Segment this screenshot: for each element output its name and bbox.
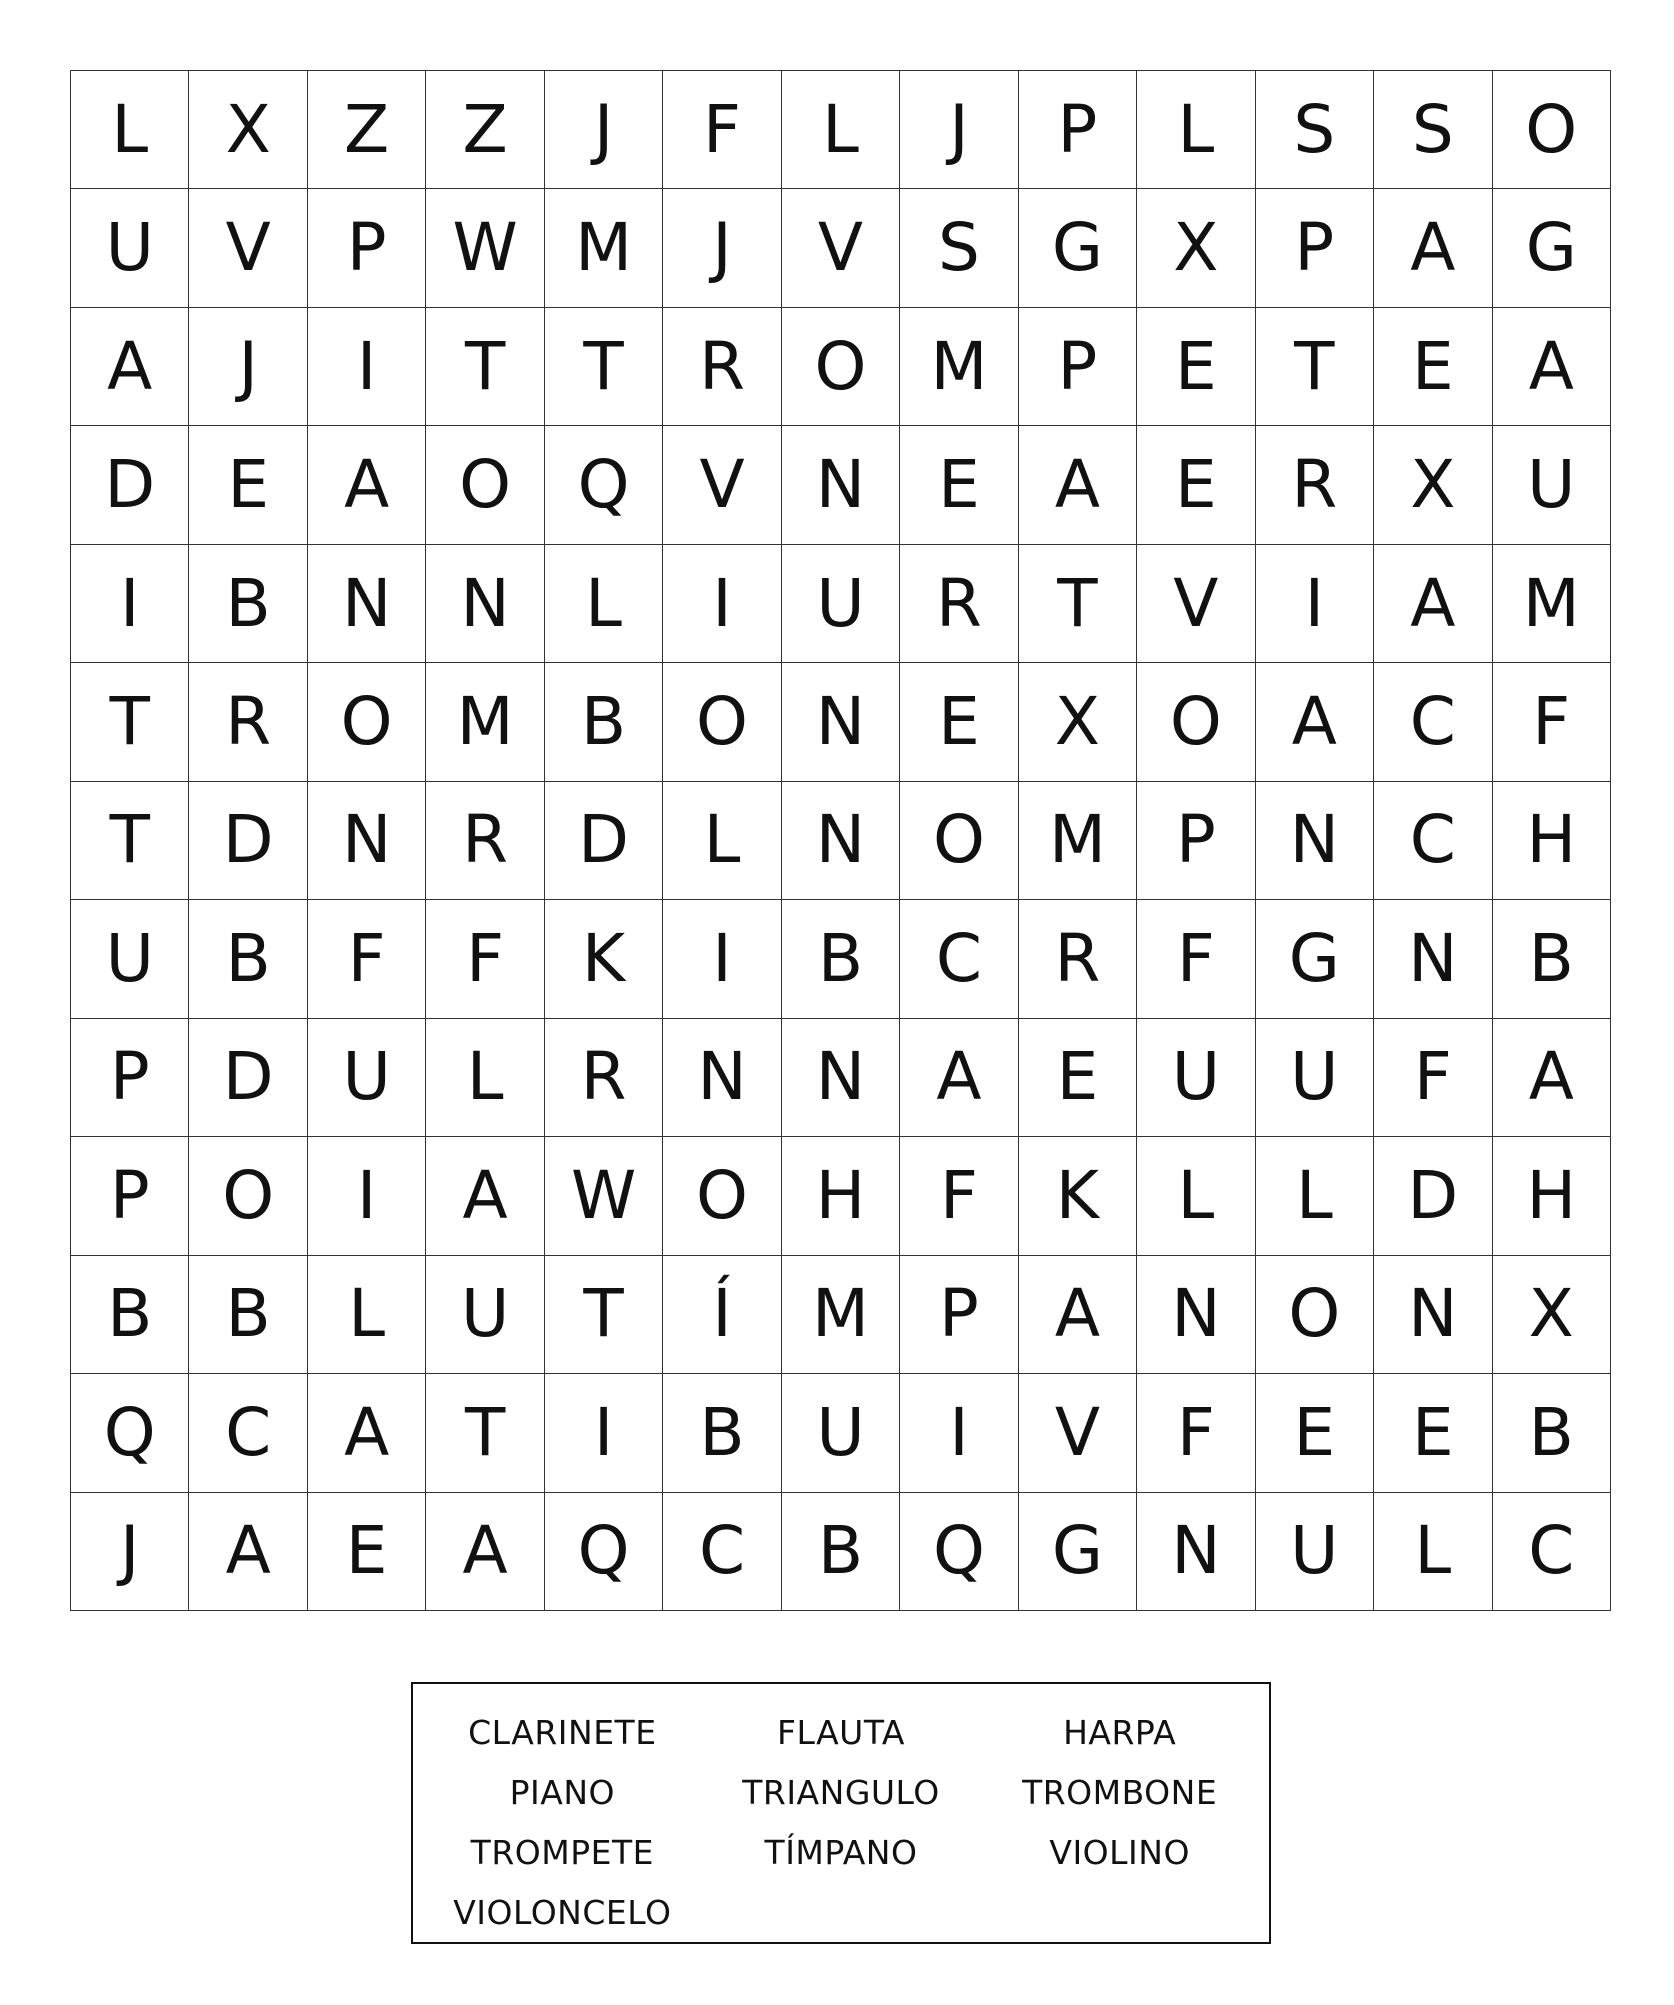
- grid-cell[interactable]: R: [545, 1019, 663, 1137]
- grid-cell[interactable]: L: [71, 71, 189, 189]
- grid-cell[interactable]: I: [663, 900, 781, 1018]
- grid-cell[interactable]: K: [1019, 1137, 1137, 1255]
- grid-cell[interactable]: T: [1019, 545, 1137, 663]
- word-list-item: TROMPETE: [470, 1832, 654, 1872]
- word-list-item: TROMBONE: [1022, 1772, 1218, 1812]
- grid-cell[interactable]: N: [782, 426, 900, 544]
- grid-cell[interactable]: Q: [900, 1493, 1018, 1611]
- grid-cell[interactable]: C: [189, 1374, 307, 1492]
- grid-cell[interactable]: F: [426, 900, 544, 1018]
- grid-cell[interactable]: A: [426, 1493, 544, 1611]
- grid-cell[interactable]: C: [1374, 663, 1492, 781]
- word-list-item: HARPA: [1063, 1712, 1177, 1752]
- grid-cell[interactable]: N: [308, 545, 426, 663]
- grid-cell[interactable]: O: [663, 1137, 781, 1255]
- grid-cell[interactable]: W: [426, 189, 544, 307]
- grid-cell[interactable]: F: [1137, 900, 1255, 1018]
- grid-cell[interactable]: A: [900, 1019, 1018, 1137]
- grid-cell[interactable]: M: [426, 663, 544, 781]
- grid-cell[interactable]: N: [1137, 1256, 1255, 1374]
- grid-cell[interactable]: G: [1019, 1493, 1137, 1611]
- grid-cell[interactable]: N: [782, 1019, 900, 1137]
- grid-cell[interactable]: U: [1137, 1019, 1255, 1137]
- grid-cell[interactable]: B: [663, 1374, 781, 1492]
- grid-cell[interactable]: Q: [545, 1493, 663, 1611]
- grid-cell[interactable]: N: [1137, 1493, 1255, 1611]
- grid-cell[interactable]: R: [426, 782, 544, 900]
- grid-cell[interactable]: A: [1493, 1019, 1611, 1137]
- grid-cell[interactable]: J: [545, 71, 663, 189]
- word-list-item: FLAUTA: [776, 1712, 905, 1752]
- grid-cell[interactable]: L: [308, 1256, 426, 1374]
- grid-cell[interactable]: B: [189, 545, 307, 663]
- grid-cell[interactable]: E: [1137, 308, 1255, 426]
- grid-cell[interactable]: M: [1019, 782, 1137, 900]
- grid-cell[interactable]: Q: [71, 1374, 189, 1492]
- grid-cell[interactable]: G: [1256, 900, 1374, 1018]
- grid-cell[interactable]: B: [189, 1256, 307, 1374]
- grid-cell[interactable]: H: [1493, 782, 1611, 900]
- grid-cell[interactable]: M: [782, 1256, 900, 1374]
- grid-cell[interactable]: X: [1374, 426, 1492, 544]
- grid-cell[interactable]: G: [1019, 189, 1137, 307]
- grid-cell[interactable]: P: [900, 1256, 1018, 1374]
- grid-cell[interactable]: B: [1493, 900, 1611, 1018]
- grid-cell[interactable]: C: [663, 1493, 781, 1611]
- grid-cell[interactable]: O: [1137, 663, 1255, 781]
- grid-cell[interactable]: V: [782, 189, 900, 307]
- grid-cell[interactable]: B: [782, 1493, 900, 1611]
- grid-cell[interactable]: O: [1256, 1256, 1374, 1374]
- grid-cell[interactable]: B: [545, 663, 663, 781]
- grid-cell[interactable]: M: [545, 189, 663, 307]
- grid-cell[interactable]: I: [900, 1374, 1018, 1492]
- grid-cell[interactable]: N: [782, 663, 900, 781]
- grid-cell[interactable]: D: [545, 782, 663, 900]
- word-list-item: TRIANGULO: [742, 1772, 940, 1812]
- grid-cell[interactable]: S: [1374, 71, 1492, 189]
- grid-cell[interactable]: C: [900, 900, 1018, 1018]
- grid-cell[interactable]: I: [308, 308, 426, 426]
- grid-cell[interactable]: T: [426, 1374, 544, 1492]
- grid-cell[interactable]: L: [1137, 71, 1255, 189]
- grid-cell[interactable]: O: [1493, 71, 1611, 189]
- grid-cell[interactable]: T: [426, 308, 544, 426]
- grid-cell[interactable]: E: [1374, 308, 1492, 426]
- grid-cell[interactable]: U: [1256, 1019, 1374, 1137]
- grid-cell[interactable]: U: [1493, 426, 1611, 544]
- grid-cell[interactable]: E: [900, 663, 1018, 781]
- grid-cell[interactable]: F: [308, 900, 426, 1018]
- grid-cell[interactable]: A: [1374, 545, 1492, 663]
- grid-cell[interactable]: T: [1256, 308, 1374, 426]
- grid-cell[interactable]: U: [308, 1019, 426, 1137]
- grid-cell[interactable]: K: [545, 900, 663, 1018]
- grid-cell[interactable]: J: [189, 308, 307, 426]
- grid-cell[interactable]: P: [1019, 71, 1137, 189]
- grid-cell[interactable]: X: [1019, 663, 1137, 781]
- grid-cell[interactable]: B: [782, 900, 900, 1018]
- grid-cell[interactable]: A: [1019, 426, 1137, 544]
- grid-cell[interactable]: L: [426, 1019, 544, 1137]
- word-list-item: VIOLINO: [1049, 1832, 1190, 1872]
- grid-cell[interactable]: M: [1493, 545, 1611, 663]
- grid-cell[interactable]: U: [782, 1374, 900, 1492]
- grid-cell[interactable]: N: [782, 782, 900, 900]
- grid-cell[interactable]: D: [189, 782, 307, 900]
- grid-cell[interactable]: N: [426, 545, 544, 663]
- grid-cell[interactable]: O: [426, 426, 544, 544]
- grid-cell[interactable]: U: [71, 189, 189, 307]
- grid-cell[interactable]: I: [308, 1137, 426, 1255]
- grid-cell[interactable]: Q: [545, 426, 663, 544]
- grid-cell[interactable]: S: [1256, 71, 1374, 189]
- grid-cell[interactable]: P: [1019, 308, 1137, 426]
- grid-cell[interactable]: E: [189, 426, 307, 544]
- grid-cell[interactable]: N: [663, 1019, 781, 1137]
- grid-cell[interactable]: O: [308, 663, 426, 781]
- grid-cell[interactable]: X: [1137, 189, 1255, 307]
- grid-cell[interactable]: E: [1137, 426, 1255, 544]
- grid-cell[interactable]: T: [71, 663, 189, 781]
- grid-cell[interactable]: J: [71, 1493, 189, 1611]
- grid-cell[interactable]: R: [1256, 426, 1374, 544]
- grid-cell[interactable]: Z: [426, 71, 544, 189]
- grid-cell[interactable]: L: [782, 71, 900, 189]
- grid-cell[interactable]: S: [900, 189, 1018, 307]
- word-list-item: VIOLONCELO: [453, 1892, 672, 1932]
- grid-cell[interactable]: C: [1374, 782, 1492, 900]
- grid-cell[interactable]: T: [71, 782, 189, 900]
- grid-cell[interactable]: U: [426, 1256, 544, 1374]
- grid-cell[interactable]: I: [545, 1374, 663, 1492]
- grid-cell[interactable]: G: [1493, 189, 1611, 307]
- grid-cell[interactable]: N: [1256, 782, 1374, 900]
- grid-cell[interactable]: V: [663, 426, 781, 544]
- grid-cell[interactable]: P: [71, 1137, 189, 1255]
- grid-cell[interactable]: B: [1493, 1374, 1611, 1492]
- word-list-item: TÍMPANO: [764, 1832, 918, 1872]
- grid-cell[interactable]: I: [71, 545, 189, 663]
- grid-cell[interactable]: X: [1493, 1256, 1611, 1374]
- word-list-item: CLARINETE: [468, 1712, 657, 1752]
- grid-cell[interactable]: E: [308, 1493, 426, 1611]
- grid-cell[interactable]: I: [1256, 545, 1374, 663]
- grid-cell[interactable]: X: [189, 71, 307, 189]
- grid-cell[interactable]: F: [1493, 663, 1611, 781]
- grid-cell[interactable]: D: [189, 1019, 307, 1137]
- grid-cell[interactable]: A: [1374, 189, 1492, 307]
- grid-cell[interactable]: E: [900, 426, 1018, 544]
- grid-cell[interactable]: Z: [308, 71, 426, 189]
- grid-cell[interactable]: U: [1256, 1493, 1374, 1611]
- grid-cell[interactable]: O: [900, 782, 1018, 900]
- grid-cell[interactable]: F: [1374, 1019, 1492, 1137]
- grid-cell[interactable]: E: [1256, 1374, 1374, 1492]
- grid-cell[interactable]: V: [189, 189, 307, 307]
- grid-cell[interactable]: D: [71, 426, 189, 544]
- grid-cell[interactable]: O: [782, 308, 900, 426]
- grid-cell[interactable]: P: [1256, 189, 1374, 307]
- grid-cell[interactable]: T: [545, 308, 663, 426]
- grid-cell[interactable]: H: [782, 1137, 900, 1255]
- grid-cell[interactable]: L: [1374, 1493, 1492, 1611]
- grid-cell[interactable]: C: [1493, 1493, 1611, 1611]
- grid-cell[interactable]: L: [663, 782, 781, 900]
- grid-cell[interactable]: F: [1137, 1374, 1255, 1492]
- grid-cell[interactable]: I: [663, 545, 781, 663]
- grid-cell[interactable]: R: [663, 308, 781, 426]
- grid-cell[interactable]: E: [1019, 1019, 1137, 1137]
- grid-cell[interactable]: R: [900, 545, 1018, 663]
- grid-cell[interactable]: N: [1374, 1256, 1492, 1374]
- grid-cell[interactable]: T: [545, 1256, 663, 1374]
- word-list: [411, 1682, 1271, 1944]
- grid-cell[interactable]: P: [71, 1019, 189, 1137]
- grid-cell[interactable]: A: [1493, 308, 1611, 426]
- grid-cell[interactable]: O: [189, 1137, 307, 1255]
- grid-cell[interactable]: E: [1374, 1374, 1492, 1492]
- grid-cell[interactable]: L: [1137, 1137, 1255, 1255]
- grid-cell[interactable]: R: [1019, 900, 1137, 1018]
- grid-cell[interactable]: P: [1137, 782, 1255, 900]
- grid-cell[interactable]: H: [1493, 1137, 1611, 1255]
- grid-cell[interactable]: M: [900, 308, 1018, 426]
- grid-cell[interactable]: N: [1374, 900, 1492, 1018]
- grid-cell[interactable]: J: [663, 189, 781, 307]
- grid-cell[interactable]: J: [900, 71, 1018, 189]
- grid-cell[interactable]: A: [1019, 1256, 1137, 1374]
- grid-cell[interactable]: L: [1256, 1137, 1374, 1255]
- grid-cell[interactable]: B: [189, 900, 307, 1018]
- grid-cell[interactable]: A: [308, 426, 426, 544]
- letter-grid: [70, 70, 1611, 1611]
- grid-cell[interactable]: V: [1137, 545, 1255, 663]
- grid-cell[interactable]: P: [308, 189, 426, 307]
- grid-cell[interactable]: V: [1019, 1374, 1137, 1492]
- grid-cell[interactable]: U: [782, 545, 900, 663]
- grid-cell[interactable]: B: [71, 1256, 189, 1374]
- grid-cell[interactable]: F: [900, 1137, 1018, 1255]
- grid-cell[interactable]: L: [545, 545, 663, 663]
- grid-cell[interactable]: A: [71, 308, 189, 426]
- grid-cell[interactable]: A: [308, 1374, 426, 1492]
- grid-cell[interactable]: N: [308, 782, 426, 900]
- grid-cell[interactable]: O: [663, 663, 781, 781]
- grid-cell[interactable]: R: [189, 663, 307, 781]
- grid-cell[interactable]: W: [545, 1137, 663, 1255]
- grid-cell[interactable]: D: [1374, 1137, 1492, 1255]
- grid-cell[interactable]: A: [426, 1137, 544, 1255]
- word-list-item: PIANO: [509, 1772, 616, 1812]
- grid-cell[interactable]: A: [189, 1493, 307, 1611]
- grid-cell[interactable]: U: [71, 900, 189, 1018]
- grid-cell[interactable]: F: [663, 71, 781, 189]
- grid-cell[interactable]: A: [1256, 663, 1374, 781]
- grid-cell[interactable]: Í: [663, 1256, 781, 1374]
